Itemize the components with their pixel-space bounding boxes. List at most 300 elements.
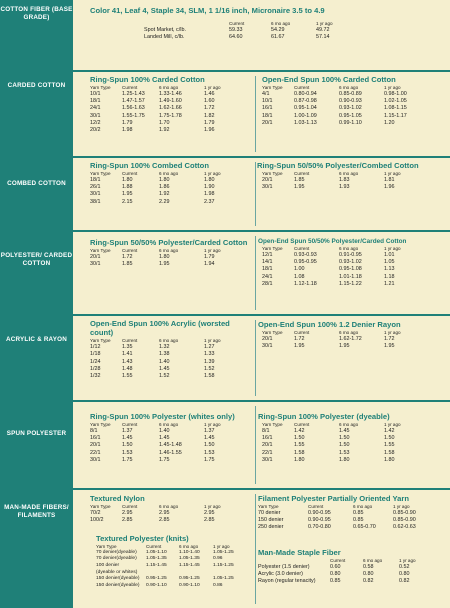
table-row [90,456,234,463]
table-cell: 1.53 [339,449,350,456]
table-row [90,191,234,198]
table-row [90,183,234,190]
table-cell: 1.45 [204,434,215,441]
panel-title: Filament Polyester Partially Oriented Yarn [258,494,409,503]
table-cell: 0.99-1.10 [339,119,362,126]
table-row [90,343,234,350]
table-row [90,105,234,112]
table-cell: 0.87-0.98 [294,97,317,104]
column-header: 1 yr ago [384,421,401,427]
table-cell: 16/1 [262,105,273,112]
ring-spun-poly-carded-panel [90,238,247,268]
table-cell: 1.72 [294,335,305,342]
table-cell: 1.37 [204,427,215,434]
table-cell: 18/1 [262,266,273,273]
table-cell: 10/1 [262,97,273,104]
table-row [90,358,234,365]
table-cell: 61.67 [271,33,285,40]
table-cell: 70 denier [258,509,281,516]
table-cell: 22/1 [262,449,273,456]
column-header: Current [294,245,310,251]
table-row [90,90,234,97]
table-cell: 1.94 [204,260,215,267]
column-header: Yarn Type [90,247,111,253]
column-header: 1 yr ago [393,503,410,509]
table-cell: 1.86 [159,183,170,190]
panel-title: Ring-Spun 100% Combed Cotton [90,161,209,170]
table-row [262,258,414,265]
open-end-poly-carded-panel [258,238,414,287]
carded-cotton-section [0,72,450,156]
table-cell: 2.95 [204,509,215,516]
table-cell: 1.15-1.22 [339,280,362,287]
table-cell: 1/24 [90,358,101,365]
table-cell: 0.90-1.10 [179,582,200,588]
table-cell: 1.40 [159,358,170,365]
table-row [258,570,431,577]
table-cell: 1.20 [384,119,395,126]
spun-polyester-section [0,402,450,488]
textured-nylon-panel [90,494,234,524]
table-cell: 1.37 [122,427,133,434]
textured-polyester-panel [96,534,243,589]
table-row [262,251,414,258]
table-cell: 0.80 [363,570,374,577]
table-row [90,119,234,126]
table-cell: 1.00 [294,266,305,273]
table-cell: 1.05-1.10 [146,549,167,555]
table-cell: 18/1 [262,112,273,119]
column-header: Current [330,557,346,563]
column-header: 1 yr ago [204,247,221,253]
table-cell: 0.93-0.93 [294,251,317,258]
cotton-fiber-title: Color 41, Leaf 4, Staple 34, SLM, 1 1/16 inch, Micronaire 3.5 to 4.9 [90,6,325,15]
table-row [262,119,414,126]
open-end-carded-panel [262,75,414,126]
table-cell: 1.80 [122,176,133,183]
table-cell: 1/32 [90,373,101,380]
ring-spun-poly-whites-panel [90,412,235,463]
table-cell: 1.72 [122,253,133,260]
table-row [96,562,243,569]
table-cell: 0.95-1.05 [339,112,362,119]
table-cell: 100/2 [90,516,104,523]
table-cell: (dyeable or whites) [96,569,138,575]
table-cell: 1.53 [204,449,215,456]
table-cell: 1.18 [384,273,395,280]
column-header: 6 mo ago [159,84,179,90]
table-cell: 1.80 [159,176,170,183]
column-header: Yarn Type [258,503,279,509]
column-divider [255,494,256,604]
table-cell: 20/1 [262,335,273,342]
table-row [262,434,414,441]
table-cell: 1.40 [159,427,170,434]
table-cell: 20/1 [262,176,273,183]
table-cell: 0.62-0.63 [393,524,416,531]
table-cell: 150 denier(dyeable) [96,582,140,588]
table-cell: 14/1 [262,258,273,265]
table-cell: 1.33 [204,351,215,358]
table-row [90,253,234,260]
table-cell: 8/1 [90,427,98,434]
column-header: Current [294,84,310,90]
table-cell: 1.80 [294,456,305,463]
table-cell: 1.50 [204,442,215,449]
table-row [144,26,356,33]
table-cell: 24/1 [90,105,101,112]
table-cell: 1.88 [122,183,133,190]
table-cell: 1.52 [204,365,215,372]
table-cell: 0.80-0.94 [294,90,317,97]
table-cell: 1.95 [294,342,305,349]
table-cell: 0.85 [353,509,364,516]
table-cell: Landed Mill, c/lb. [144,33,185,40]
table-cell: 0.70-0.80 [308,524,331,531]
table-cell: 1.72 [204,105,215,112]
column-header: 6 mo ago [339,421,359,427]
table-cell: 1.27 [204,344,215,351]
table-cell [213,569,243,576]
table-cell: 30/1 [262,456,273,463]
table-cell: 1.92 [159,127,170,134]
table-cell: 0.85-0.90 [393,509,416,516]
table-cell: 1.81 [384,176,395,183]
table-cell: 1.95 [122,191,133,198]
table-row [90,434,234,441]
table-cell: 1/18 [90,351,101,358]
ring-spun-carded-table [90,84,234,134]
table-row [90,126,234,133]
table-row [90,176,234,183]
man-made-section [0,490,450,608]
panel-title: Textured Polyester (knits) [96,534,189,543]
open-end-rayon-panel [258,320,414,350]
table-cell: 30/1 [90,112,101,119]
table-row [90,198,234,205]
table-cell: 2.29 [159,198,170,205]
table-cell: 2.37 [204,198,215,205]
table-cell: 1.75 [159,456,170,463]
textured-polyester-table [96,543,243,589]
column-header: 6 mo ago [363,557,383,563]
table-cell: 1.62-1.72 [339,335,362,342]
table-cell: 1.39 [204,358,215,365]
table-cell: 1.46-1.55 [159,449,182,456]
table-cell: 0.95-1.25 [146,576,167,582]
table-row [90,427,234,434]
panel-title: Open-End Spun 50/50% Polyester/Carded Cotton [258,238,407,245]
table-cell: 0.90-0.95 [308,516,331,523]
column-header: 6 mo ago [339,329,359,335]
panel-title: Ring-Spun 50/50% Polyester/Combed Cotton [257,161,419,170]
section-label-spun-polyester: SPUN POLYESTER [6,430,67,437]
table-cell: Acrylic (3.0 denier) [258,570,303,577]
table-cell [179,569,213,576]
table-cell: 38/1 [90,198,101,205]
table-cell: 0.52 [399,563,410,570]
table-cell: 100 denier [96,562,120,568]
table-row [90,112,234,119]
table-cell: 0.65-0.70 [353,524,376,531]
table-cell: 1.48 [122,365,133,372]
table-cell: 1.50 [384,434,395,441]
table-cell: 0.93-1.02 [339,258,362,265]
table-cell: 150 denier [258,516,284,523]
man-made-staple-table [258,557,431,585]
table-cell: 1.85 [122,260,133,267]
table-cell: 1.01 [384,251,395,258]
table-cell: 1.50 [339,434,350,441]
table-cell: 26/1 [90,183,101,190]
table-cell: 1.75 [204,456,215,463]
table-row [96,569,243,576]
table-cell: 1.79 [204,253,215,260]
table-cell: 1.55 [294,442,305,449]
panel-title: Ring-Spun 50/50% Polyester/Carded Cotton [90,238,248,247]
panel-title: Ring-Spun 100% Polyester (dyeable) [258,412,390,421]
table-cell: 20/1 [90,253,101,260]
table-cell: 1.32 [159,344,170,351]
column-header: 6 mo ago [271,20,291,26]
table-cell: 1.58 [384,449,395,456]
section-label-man-made: MAN-MADE FIBERS/ FILAMENTS [4,504,69,519]
table-row [262,427,414,434]
table-cell: 70 denier(dyeable) [96,549,137,555]
column-header: 1 yr ago [316,20,333,26]
table-row [262,112,414,119]
table-row [262,280,414,287]
table-cell: 1.95 [159,260,170,267]
table-row [258,524,433,531]
table-cell: 1.35 [122,344,133,351]
table-cell: 30/1 [262,342,273,349]
table-cell: 1.21 [384,280,395,287]
column-header: Yarn Type [262,84,283,90]
table-cell: 1.05-1.25 [213,576,234,582]
column-header: 1 yr ago [204,84,221,90]
table-row [90,516,234,523]
column-header: 6 mo ago [339,170,359,176]
table-cell: 28/1 [262,280,273,287]
table-cell: 0.95-1.25 [179,576,200,582]
table-cell: 1.15-1.25 [213,562,234,568]
table-row [262,97,414,104]
table-cell: 30/1 [262,183,273,190]
table-cell: 1.00-1.09 [294,112,317,119]
table-cell: 20/1 [262,442,273,449]
table-cell: 1.33-1.46 [159,90,182,97]
table-cell: 57.14 [316,33,330,40]
column-header: Current [294,421,310,427]
table-cell: 0.90-0.93 [339,97,362,104]
table-cell: 1.03-1.13 [294,119,317,126]
polyester-carded-section [0,232,450,314]
column-header: Yarn Type [90,503,111,509]
table-cell: 1.95 [384,342,395,349]
section-label-acrylic-rayon: ACRYLIC & RAYON [6,336,67,343]
table-cell: 1.75-1.78 [159,112,182,119]
table-row [96,575,243,582]
column-header: Yarn Type [90,337,111,343]
table-cell: 1.93 [339,183,350,190]
column-header: Yarn Type [90,421,111,427]
table-cell: 1.45 [122,434,133,441]
table-row [262,176,414,183]
column-header: Yarn Type [262,421,283,427]
table-cell: Rayon (regular tenacity) [258,578,316,585]
table-cell: 0.60 [330,563,341,570]
table-cell: 18/1 [90,97,101,104]
table-cell: 1.05 [384,258,395,265]
acrylic-rayon-section [0,316,450,400]
table-cell: 1.43 [122,358,133,365]
table-cell: 0.93-1.02 [339,105,362,112]
column-header: 6 mo ago [179,543,199,549]
table-cell: 2.95 [122,509,133,516]
table-cell: 2.95 [159,509,170,516]
table-cell: 10/1 [90,90,101,97]
table-cell: 59.33 [229,26,243,33]
table-row [96,549,243,556]
table-row [90,351,234,358]
column-header: 1 yr ago [204,170,221,176]
table-cell: 1.85 [294,176,305,183]
table-cell: 1.01-1.18 [339,273,362,280]
filament-poly-poy-table [258,503,433,531]
table-row [262,90,414,97]
table-cell: 0.95-0.95 [294,258,317,265]
table-cell: 1.46 [204,90,215,97]
table-row [90,365,234,372]
column-header: Current [122,170,138,176]
table-cell: 250 denier [258,524,284,531]
column-header: Current [146,543,162,549]
table-cell [146,569,179,576]
cotton-fiber-section [0,0,450,70]
column-header: Yarn Type [96,543,117,549]
table-row [258,516,433,523]
table-cell: 0.95-1.08 [339,266,362,273]
table-cell: 18/1 [90,176,101,183]
section-label-carded-cotton: CARDED COTTON [7,82,66,89]
column-divider [255,236,256,310]
table-cell: 1.58 [294,449,305,456]
column-header: 1 yr ago [213,543,230,549]
table-cell: 1.05-1.25 [213,549,234,555]
table-cell: 0.86 [213,582,223,588]
column-header: Yarn Type [90,84,111,90]
table-cell: 1.12-1.18 [294,280,317,287]
table-cell: 30/1 [90,456,101,463]
table-row [144,33,356,40]
table-cell: 1.50 [294,434,305,441]
table-row [262,105,414,112]
table-cell: 49.72 [316,26,330,33]
table-cell: 0.80 [330,570,341,577]
column-header: Current [294,329,310,335]
table-cell: 2.15 [122,198,133,205]
table-cell: 1.96 [204,127,215,134]
column-header: Current [294,170,310,176]
table-cell: 4/1 [262,90,270,97]
panel-title: Open-End Spun 100% Carded Cotton [262,75,396,84]
table-row [90,373,234,380]
table-row [258,578,431,585]
table-row [262,273,414,280]
table-row [262,335,414,342]
table-cell: 1.80 [159,253,170,260]
section-label-cotton-fiber: COTTON FIBER (BASE GRADE) [0,6,73,21]
table-cell: 0.82 [399,578,410,585]
table-cell: 16/1 [90,434,101,441]
table-cell: 1.08-1.15 [384,105,407,112]
table-cell: 1.50 [122,442,133,449]
section-label-combed-cotton: COMBED COTTON [7,180,66,187]
column-header: 1 yr ago [399,557,416,563]
table-cell: 2.85 [204,516,215,523]
column-divider [255,320,256,396]
column-header: Current [122,421,138,427]
table-cell: 0.82 [363,578,374,585]
ring-spun-poly-dyeable-panel [258,412,414,463]
table-cell: 1.41 [122,351,133,358]
table-cell: 1.72 [384,335,395,342]
table-cell: 1.15-1.45 [146,562,167,568]
open-end-poly-carded-table [262,245,414,287]
column-header: 6 mo ago [339,245,359,251]
table-row [262,183,414,190]
table-row [90,442,234,449]
table-cell: 1.47-1.57 [122,97,145,104]
table-cell: 1.45 [159,365,170,372]
ring-spun-combed-table [90,170,234,205]
column-header: 1 yr ago [384,84,401,90]
column-header: 6 mo ago [353,503,373,509]
section-label-polyester-carded: POLYESTER/ CARDED COTTON [0,252,73,267]
column-header: 6 mo ago [159,503,179,509]
table-cell: 1.08 [294,273,305,280]
combed-cotton-section [0,158,450,230]
table-cell: 1.79 [122,119,133,126]
table-cell: 1.15-1.45 [179,562,200,568]
column-header: 1 yr ago [384,245,401,251]
table-cell: 1.13 [384,266,395,273]
table-cell: 70/2 [90,509,101,516]
table-cell: 1.55-1.75 [122,112,145,119]
table-cell: 1.82 [204,112,215,119]
table-cell: 0.91-0.95 [339,251,362,258]
table-cell: 1.62-1.66 [159,105,182,112]
table-cell: 12/1 [262,251,273,258]
table-cell: 0.85 [353,516,364,523]
table-row [262,456,414,463]
table-cell: 1.49-1.60 [159,97,182,104]
open-end-rayon-table [262,329,414,350]
panel-title: Ring-Spun 100% Carded Cotton [90,75,205,84]
table-cell: 70 denier(dyeable) [96,556,137,562]
column-header: Current [122,503,138,509]
column-header: 1 yr ago [204,503,221,509]
open-end-acrylic-table [90,337,234,379]
panel-title: Open-End Spun 100% 1.2 Denier Rayon [258,320,401,329]
column-header: Yarn Type [262,245,283,251]
textured-nylon-table [90,503,234,524]
table-cell: 1/28 [90,365,101,372]
column-header: Current [308,503,324,509]
column-header: 6 mo ago [339,84,359,90]
table-cell: 22/1 [90,449,101,456]
